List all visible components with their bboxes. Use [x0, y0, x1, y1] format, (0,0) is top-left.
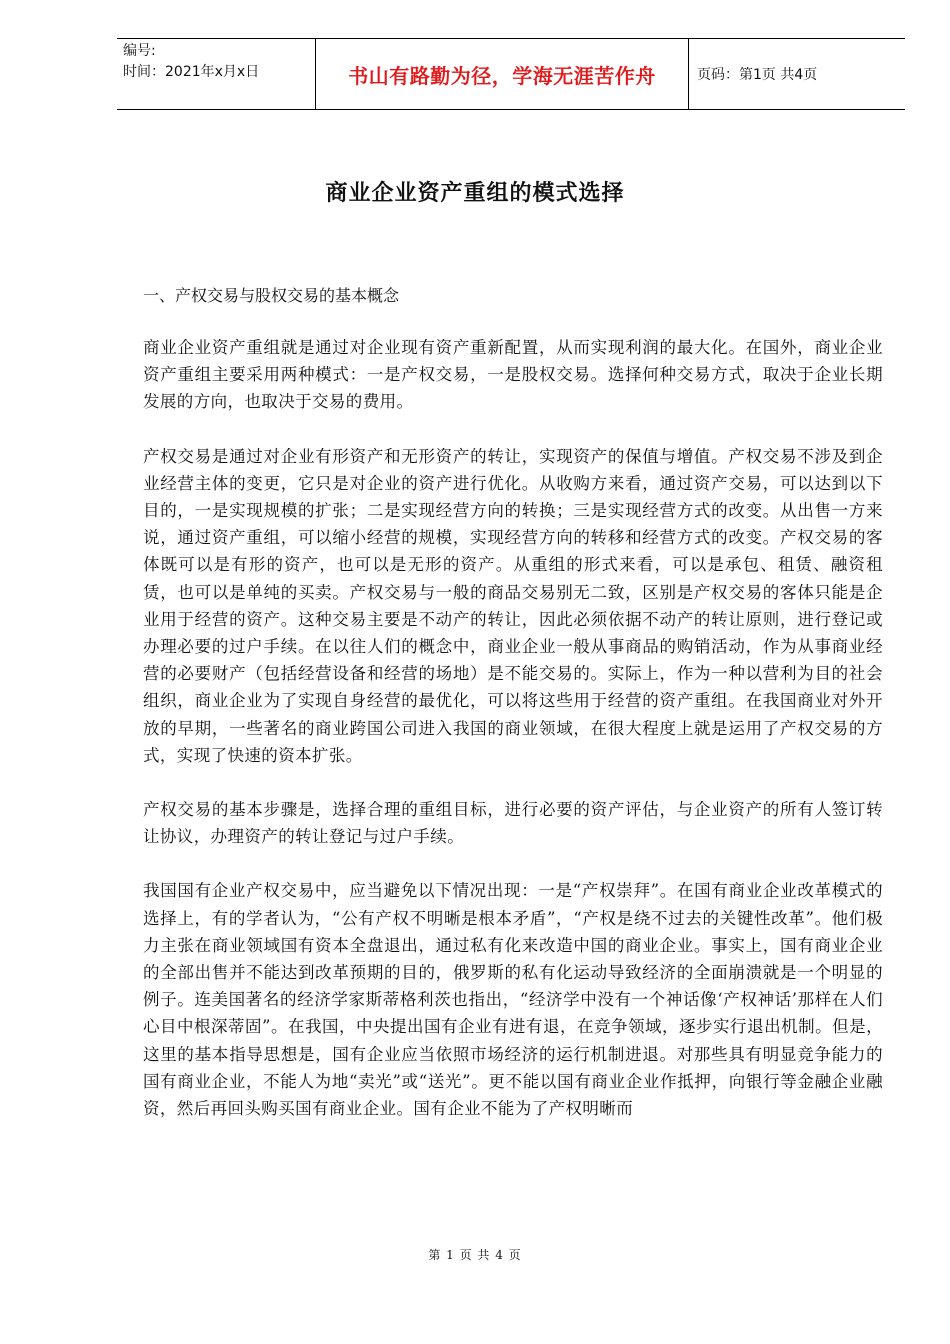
header-page-cell: [689, 39, 905, 109]
header-meta: [117, 39, 316, 109]
paragraph: 产权交易是通过对企业有形资产和无形资产的转让，实现资产的保值与增值。产权交易不涉及到企业经营主体的变更，它只是对企业的资产进行优化。从收购方来看，通过资产交易，可以达到以下目的，一是实现规模的扩张；二是实现经营方向的转换；三是实现经营方式的改变。从出售一方来说，通过资产重组，可以缩小经营的规模，实现经营方向的转移和经营方式的改变。产权交易的客体既可以是有形的资产，也可以是无形的资产。从重组的形式来看，可以是承包、租赁、融资租赁，也可以是单纯的买卖。产权交易与一般的商品交易别无二致，区别是产权交易的客体只能是企业用于经营的资产。这种交易主要是不动产的转让，因此必须依据不动产的转让原则，进行登记或办理必要的过户手续。在以往人们的概念中，商业企业一般从事商品的购销活动，作为从事商业经营的必要财产（包括经营设备和经营的场地）是不能交易的。实际上，作为一种以营利为目的社会组织，商业企业为了实现自身经营的最优化，可以将这些用于经营的资产重组。在我国商业对外开放的早期，一些著名的商业跨国公司进入我国的商业领域，在很大程度上就是运用了产权交易的方式，实现了快速的资本扩张。: [143, 446, 883, 765]
document-header: [117, 38, 905, 110]
serial-label: 编号:: [123, 43, 156, 59]
document-title: 商业企业资产重组的模式选择: [325, 181, 625, 206]
page-footer: 第 1 页 共 4 页: [428, 1248, 522, 1262]
header-motto-cell: [316, 39, 689, 109]
header-page-info: 页码：第1页 共4页: [697, 67, 818, 83]
time-label: 时间：2021年x月x日: [123, 64, 260, 80]
paragraph: 我国国有企业产权交易中，应当避免以下情况出现：一是“产权崇拜”。在国有商业企业改革模式的选择上，有的学者认为，“公有产权不明晰是根本矛盾”，“产权是绕不过去的关键性改革”。他们极力主张在商业领域国有资本全盘退出，通过私有化来改造中国的商业企业。事实上，国有商业企业的全部出售并不能达到改革预期的目的，俄罗斯的私有化运动导致经济的全面崩溃就是一个明显的例子。连美国著名的经济学家斯蒂格利茨也指出，“经济学中没有一个神话像‘产权神话’那样在人们心目中根深蒂固”。在我国，中央提出国有企业有进有退，在竞争领域，逐步实行退出机制。但是，这里的基本指导思想是，国有企业应当依照市场经济的运行机制进退。对那些具有明显竞争能力的国有商业企业，不能人为地“卖光”或“送光”。更不能以国有商业企业作抵押，向银行等金融企业融资，然后再回头购买国有商业企业。国有企业不能为了产权明晰而: [143, 881, 883, 1119]
paragraph: 产权交易的基本步骤是，选择合理的重组目标，进行必要的资产评估，与企业资产的所有人签订转让协议，办理资产的转让登记与过户手续。: [143, 800, 883, 847]
document-body: [143, 334, 883, 1149]
header-motto: 书山有路勤为径，学海无涯苦作舟: [348, 63, 656, 88]
section-heading: 一、产权交易与股权交易的基本概念: [143, 286, 400, 305]
paragraph: 商业企业资产重组就是通过对企业现有资产重新配置，从而实现利润的最大化。在国外，商业企业资产重组主要采用两种模式：一是产权交易，一是股权交易。选择何种交易方式，取决于企业长期发展的方向，也取决于交易的费用。: [143, 338, 883, 412]
